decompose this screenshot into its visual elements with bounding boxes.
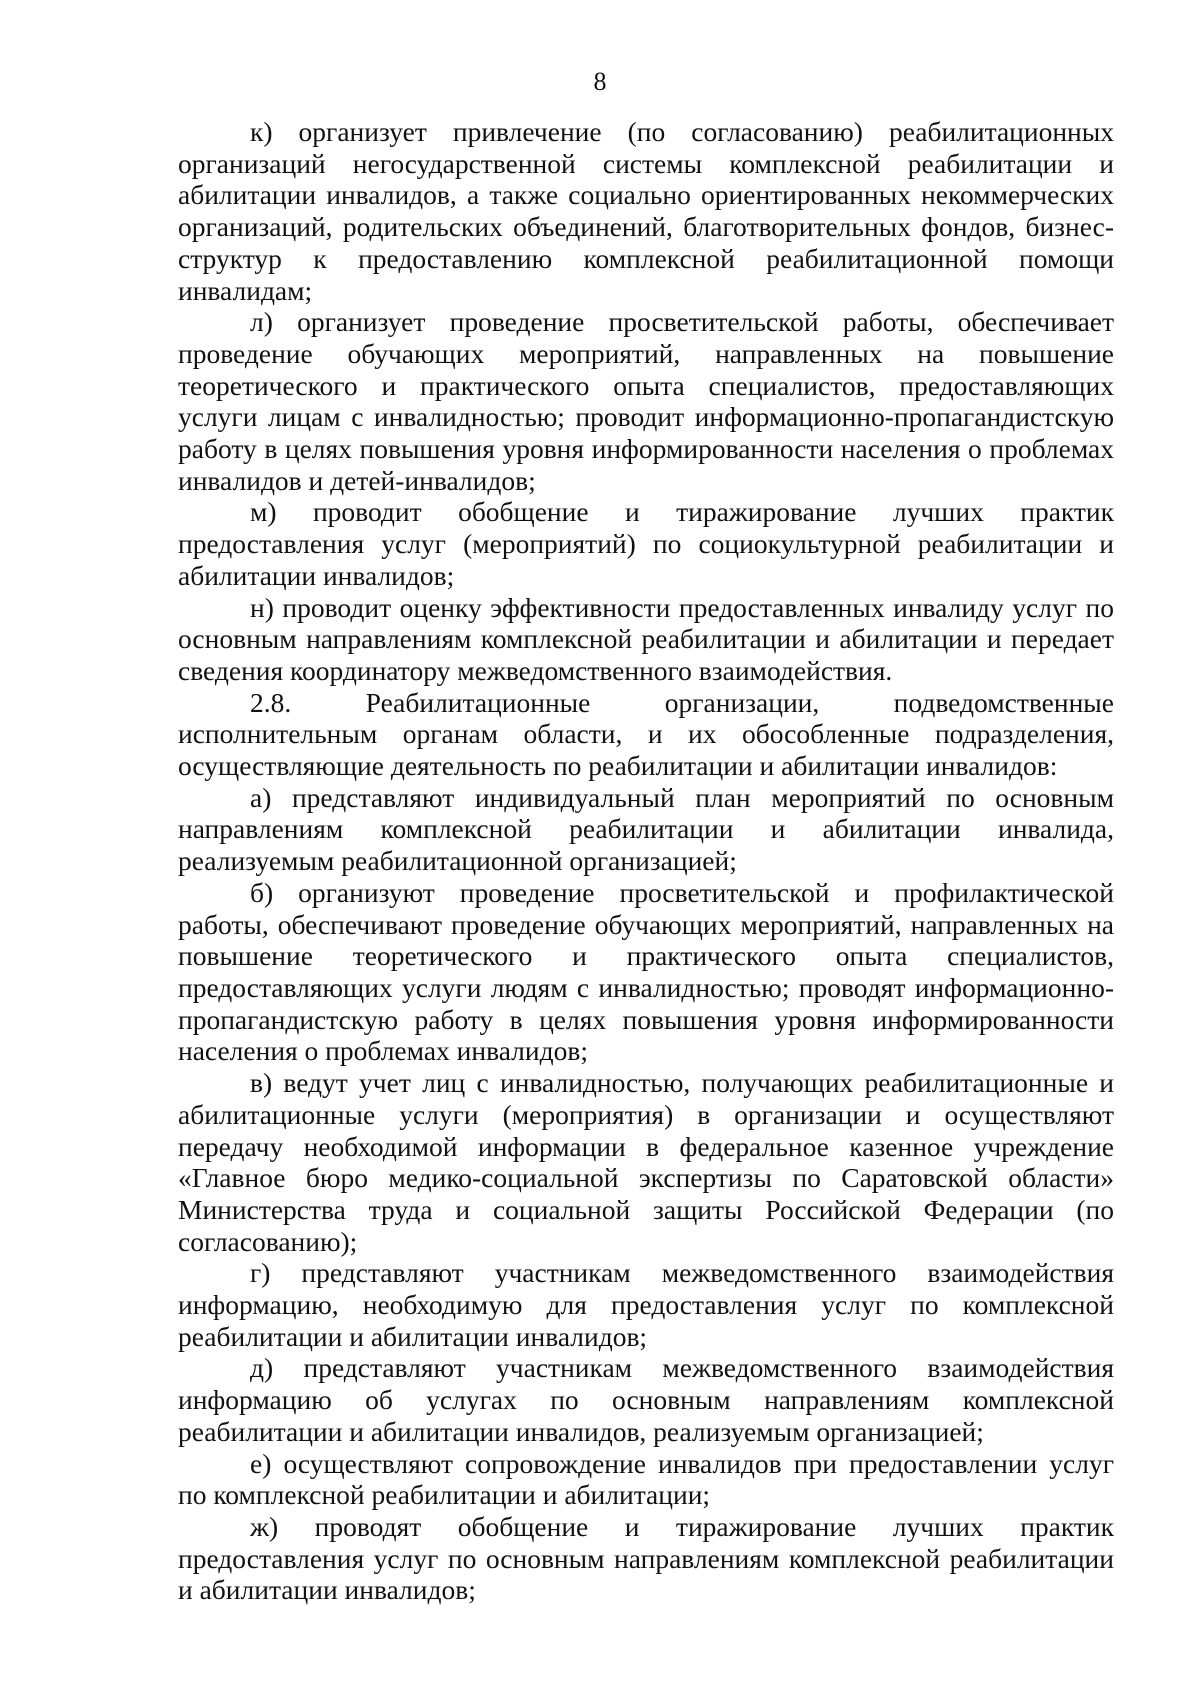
paragraph-k: к) организует привлечение (по согласованию) реабилитационных организаций негосударственной системы комплексной реабилитации и абилитации инвалидов, а также социально ориентированных некоммерческих организаций, родительских объединений, благотворительных фондов, бизнес-структур к предоставлению комплексной реабилитационной помощи инвалидам; — [178, 116, 1114, 306]
paragraph-g: г) представляют участникам межведомственного взаимодействия информацию, необходимую для предоставления услуг по комплексной реабилитации и абилитации инвалидов; — [178, 1257, 1114, 1352]
paragraph-n: н) проводит оценку эффективности предоставленных инвалиду услуг по основным направлениям комплексной реабилитации и абилитации и передает сведения координатору межведомственного взаимодействия. — [178, 591, 1114, 686]
document-body — [178, 116, 1114, 1606]
paragraph-a: а) представляют индивидуальный план мероприятий по основным направлениям комплексной реабилитации и абилитации инвалида, реализуемым реабилитационной организацией; — [178, 781, 1114, 877]
paragraph-zh: ж) проводят обобщение и тиражирование лучших практик предоставления услуг по основным направлениям комплексной реабилитации и абилитации инвалидов; — [178, 1510, 1114, 1606]
paragraph-2-8: 2.8. Реабилитационные организации, подведомственные исполнительным органам области, и их обособленные подразделения, осуществляющие деятельность по реабилитации и абилитации инвалидов: — [178, 686, 1114, 782]
paragraph-e: е) осуществляют сопровождение инвалидов при предоставлении услуг по комплексной реабилитации и абилитации; — [178, 1447, 1114, 1511]
paragraph-v: в) ведут учет лиц с инвалидностью, получающих реабилитационные и абилитационные услуги (мероприятия) в организации и осуществляют передачу необходимой информации в федеральное казенное учреждение «Главное бюро медико-социальной экспертизы по Саратовской области» Министерства труда и социальной защиты Российской Федерации (по согласованию); — [178, 1067, 1114, 1257]
paragraph-m: м) проводит обобщение и тиражирование лучших практик предоставления услуг (мероприятий) по социокультурной реабилитации и абилитации инвалидов; — [178, 496, 1114, 591]
page-number: 8 — [593, 67, 607, 96]
paragraph-l: л) организует проведение просветительской работы, обеспечивает проведение обучающих мероприятий, направленных на повышение теоретического и практического опыта специалистов, предоставляющих услуги лицам с инвалидностью; проводит информационно-пропагандистскую работу в целях повышения уровня информированности населения о проблемах инвалидов и детей-инвалидов; — [178, 306, 1114, 496]
paragraph-b: б) организуют проведение просветительской и профилактической работы, обеспечивают проведение обучающих мероприятий, направленных на повышение теоретического и практического опыта специалистов, предоставляющих услуги людям с инвалидностью; проводят информационно-пропагандистскую работу в целях повышения уровня информированности населения о проблемах инвалидов; — [178, 876, 1114, 1067]
paragraph-d: д) представляют участникам межведомственного взаимодействия информацию об услугах по основным направлениям комплексной реабилитации и абилитации инвалидов, реализуемым организацией; — [178, 1352, 1114, 1447]
